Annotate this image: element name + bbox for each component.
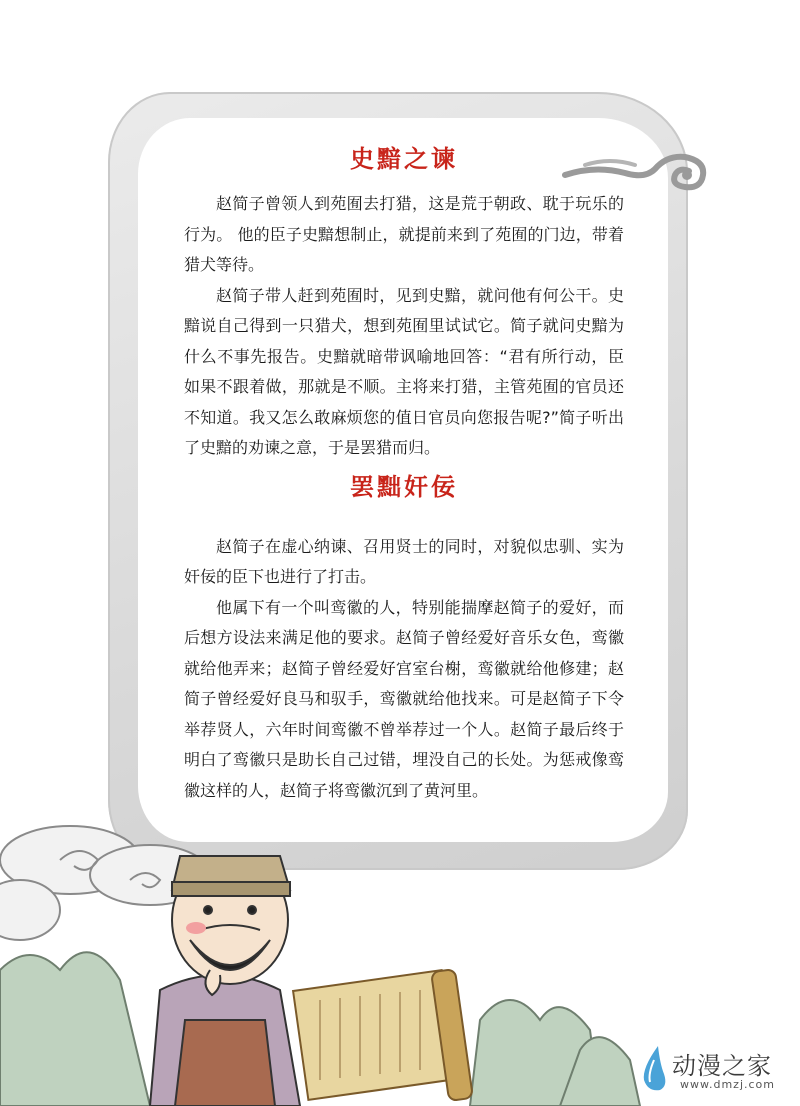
watermark-url: www.dmzj.com	[680, 1078, 775, 1091]
article	[184, 140, 624, 806]
scholar-figure-icon	[150, 856, 300, 1106]
paragraph: 赵简子在虚心纳谏、召用贤士的同时，对貌似忠驯、实为奸佞的臣下也进行了打击。	[184, 536, 624, 586]
watermark-name: 动漫之家	[672, 1052, 772, 1080]
paragraph: 赵简子带人赶到苑囿时，见到史黯，就问他有何公干。史黯说自己得到一只猎犬，想到苑囿里试试它。简子就问史黯为什么不事先报告。史黯就暗带讽喻地回答：“君有所行动，臣如果不跟着做，那就是不顺。主将来打猎，主管苑囿的官员还不知道。我又怎么敢麻烦您的值日官员向您报告呢?”简子听出了史黯的劝谏之意，于是罢猎而归。	[184, 285, 624, 457]
paragraph: 赵简子曾领人到苑囿去打猎，这是荒于朝政、耽于玩乐的行为。 他的臣子史黯想制止，就提前来到了苑囿的门边，带着猎犬等待。	[184, 194, 624, 274]
scroll-icon	[293, 969, 473, 1101]
paragraph: 他属下有一个叫鸾徽的人，特别能揣摩赵简子的爱好，而后想方设法来满足他的要求。赵简子曾经爱好音乐女色，鸾徽就给他弄来；赵简子曾经爱好宫室台榭，鸾徽就给他修建；赵简子曾经爱好良马和驭手，鸾徽就给他找来。可是赵简子下令举荐贤人，六年时间鸾徽不曾举荐过一个人。赵简子最后终于明白了鸾徽只是助长自己过错，埋没自己的长处。为惩戒像鸾徽这样的人，赵简子将鸾徽沉到了黄河里。	[184, 597, 624, 800]
water-drop-icon	[640, 1044, 670, 1094]
section-title-shi-an: 史黯之谏	[350, 144, 458, 173]
watermark-logo	[640, 1040, 790, 1100]
section-title-bachu: 罢黜奸佞	[350, 471, 458, 501]
